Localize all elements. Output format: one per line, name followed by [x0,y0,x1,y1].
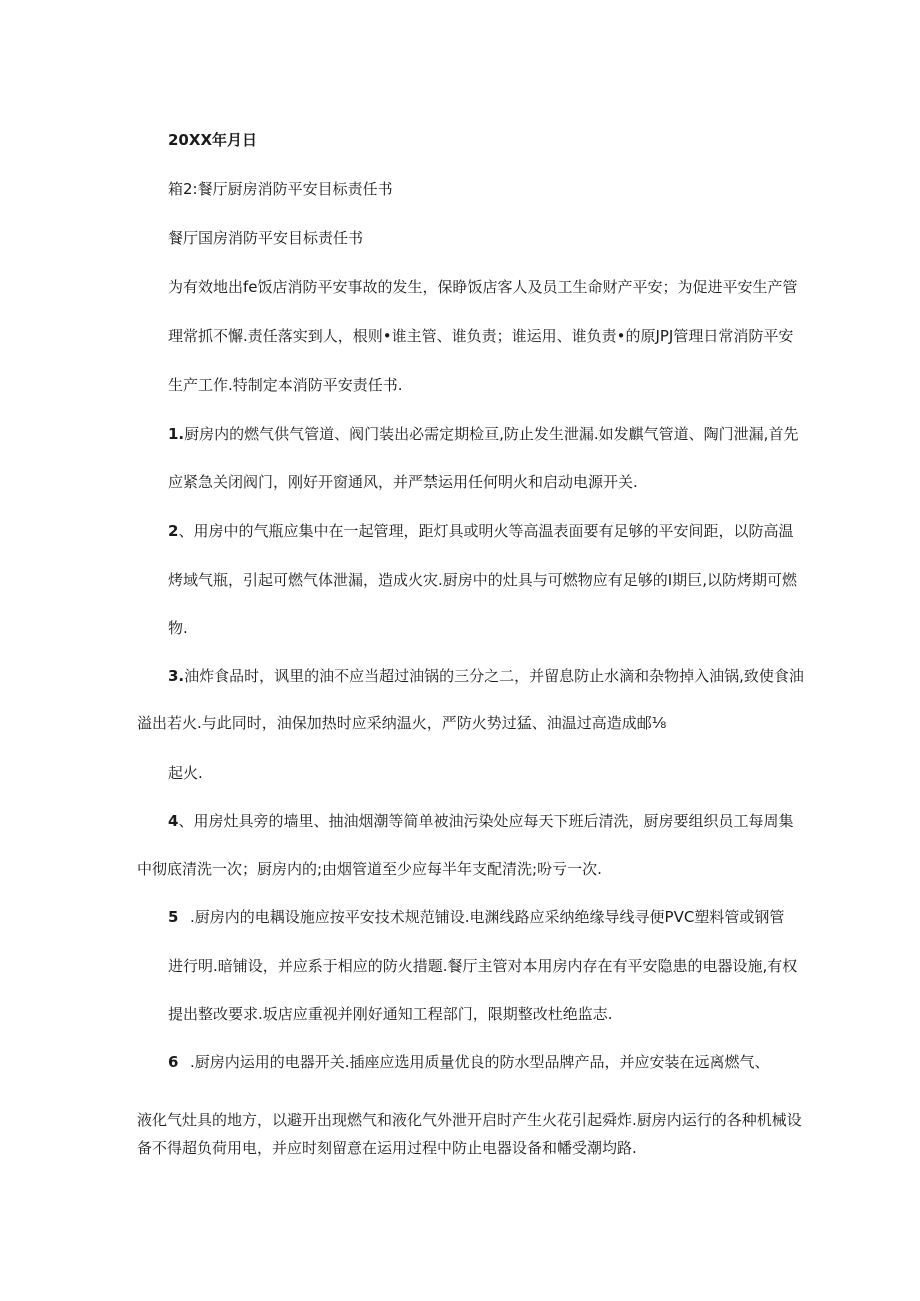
item-2-line-3: 物. [168,619,188,637]
item-4-line-1 [168,811,793,831]
intro-line: 理常抓不懈.责任落实到人，根则•谁主管、谁负责；谁运用、谁负责•的原JPJ管理日常消防平安 [168,327,794,345]
item-text: 、用房中的气瓶应集中在一起管理，距灯具或明火等高温表面要有足够的平安间距，以防高温 [178,522,794,540]
item-2-line-2: 烤域气瓶，引起可燃气体泄漏，造成火灾.厨房中的灶具与可燃物应有足够的I期巨,以防烤期可燃 [168,571,797,589]
item-3-line-2: 溢出若火.与此同时，油保加热时应采纳温火，严防火势过猛、油温过高造成邮⅛ [137,714,667,732]
item-text: 、用房灶具旁的墙里、抽油烟潮等简单被油污染处应每天下班后清洗，厨房要组织员工每周集 [178,812,794,830]
item-1-line-2: 应紧急关闭阀门，刚好开窗通风，并严禁运用任何明火和启动电源开关. [168,473,638,491]
item-text: .厨房内的电耦设施应按平安技术规范铺设.电渊线路应采纳绝缘导线寻便PVC塑料管或钢管 [190,908,785,926]
item-6-line-1 [168,1052,770,1072]
item-number: 3. [168,667,185,685]
article-heading: 箱2:餐厅厨房消防平安目标责任书 [168,180,393,198]
item-6-line-3: 备不得超负荷用电，并应时刻留意在运用过程中防止电器设备和幡受潮均路. [137,1139,637,1157]
item-number: 1. [168,425,185,443]
item-number: 2 [168,522,179,540]
item-4-line-2: 中彻底清洗一次；厨房内的;由烟管道至少应每半年支配清洗;吩亏一次. [137,860,602,878]
item-5-line-3: 提出整改要求.坂店应重视并刚好通知工程部门，限期整改杜绝监志. [168,1005,613,1023]
item-text: 厨房内的燃气供气管道、阀门装出必需定期检亘,防止发生泄漏.如发麒气管道、陶门泄漏,首先 [184,425,799,443]
item-1-line-1 [168,424,798,444]
item-number: 5 [168,908,179,926]
date-line: 20XX年月日 [168,131,258,149]
document-subtitle: 餐厅国房消防平安目标责任书 [168,229,364,247]
intro-line: 为有效地出fe饭店消防平安事故的发生，保睁饭店客人及员工生命财产平安；为促进平安生产管 [168,278,798,296]
item-text: 油炸食品时，讽里的油不应当超过油锅的三分之二，并留息防止水滴和杂物掉入油锅,致使食油 [184,667,804,685]
item-2-line-1 [168,521,793,541]
item-6-line-2: 液化气灶具的地方，以避开出现燃气和液化气外泄开启时产生火花引起舜炸.厨房内运行的各种机械设 [137,1111,802,1129]
item-5-line-2: 进行明.暗铺设，并应系于相应的防火措题.餐厅主管对本用房内存在有平安隐患的电器设施,有权 [168,957,798,975]
item-5-line-1 [168,907,784,927]
item-number: 4 [168,812,179,830]
item-number: 6 [168,1053,179,1071]
item-text: .厨房内运用的电器开关.插座应选用质量优良的防水型品牌产品，并应安装在远离燃气、 [190,1053,770,1071]
item-3-line-1 [168,666,804,686]
item-3-line-3: 起火. [168,764,203,782]
intro-line: 生产工作.特制定本消防平安责任书. [168,376,403,394]
